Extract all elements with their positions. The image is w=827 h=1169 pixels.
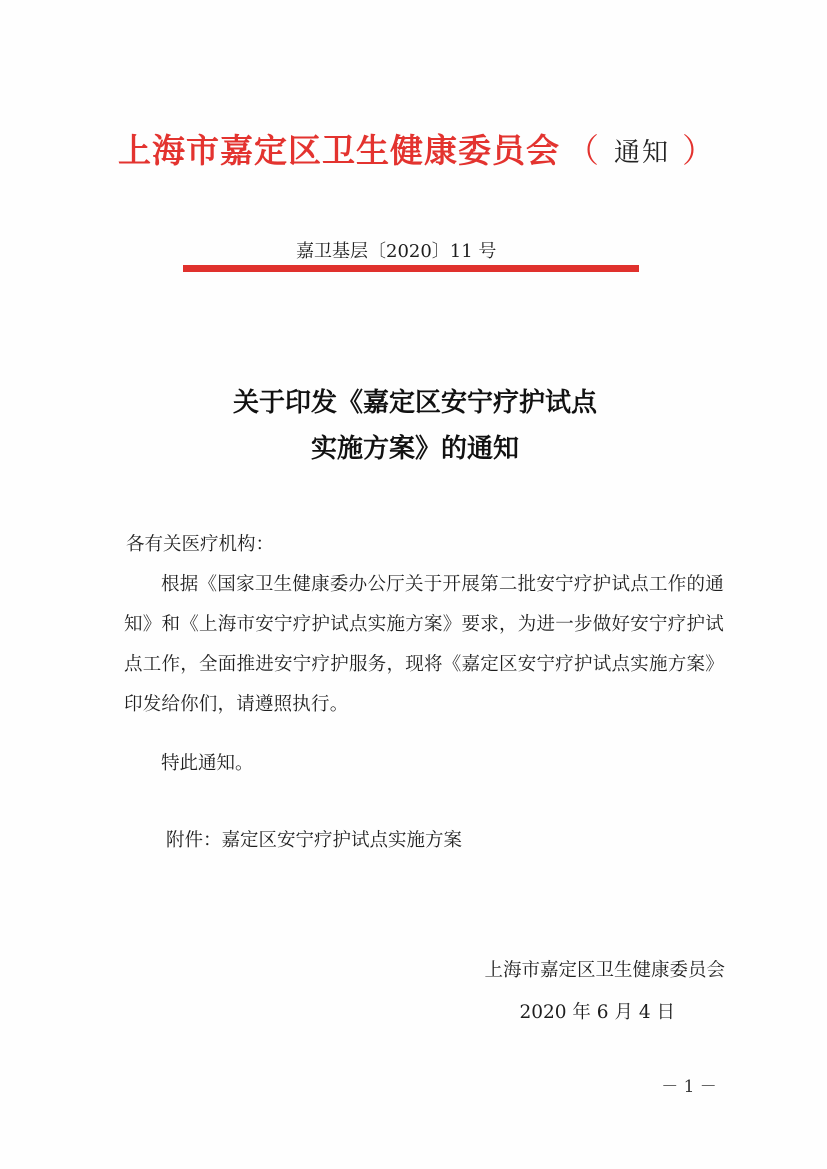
header-open-parenthesis: （ [566, 131, 600, 170]
issuing-organization-heading: 上海市嘉定区卫生健康委员会 [118, 131, 560, 170]
document-title [120, 380, 710, 472]
header-close-parenthesis: ） [682, 131, 717, 170]
title-line-1: 关于印发《嘉定区安宁疗护试点 [232, 388, 597, 418]
body-content [124, 525, 724, 784]
closing-line: 特此通知。 [161, 752, 254, 774]
document-number: 嘉卫基层〔2020〕11 号 [296, 241, 497, 262]
salutation: 各有关医疗机构： [126, 534, 275, 555]
page-number: － 1 － [661, 1077, 717, 1097]
main-paragraph: 根据《国家卫生健康委办公厅关于开展第二批安宁疗护试点工作的通知》和《上海市安宁疗护试点实施方案》要求，为进一步做好安宁疗护试点工作，全面推进安宁疗护服务，现将《嘉定区安宁疗护试点实施方案》印发给你们，请遵照执行。 [124, 574, 724, 715]
signing-organization: 上海市嘉定区卫生健康委员会 [484, 960, 725, 981]
document-type-label: 通知 [614, 138, 671, 168]
issue-date: 2020 年 6 月 4 日 [519, 1002, 675, 1023]
red-header-rule [183, 265, 639, 272]
signature-block [484, 950, 725, 1034]
header-title [118, 126, 718, 176]
title-line-2: 实施方案》的通知 [310, 434, 519, 464]
attachment-line: 附件：嘉定区安宁疗护试点实施方案 [166, 830, 463, 851]
